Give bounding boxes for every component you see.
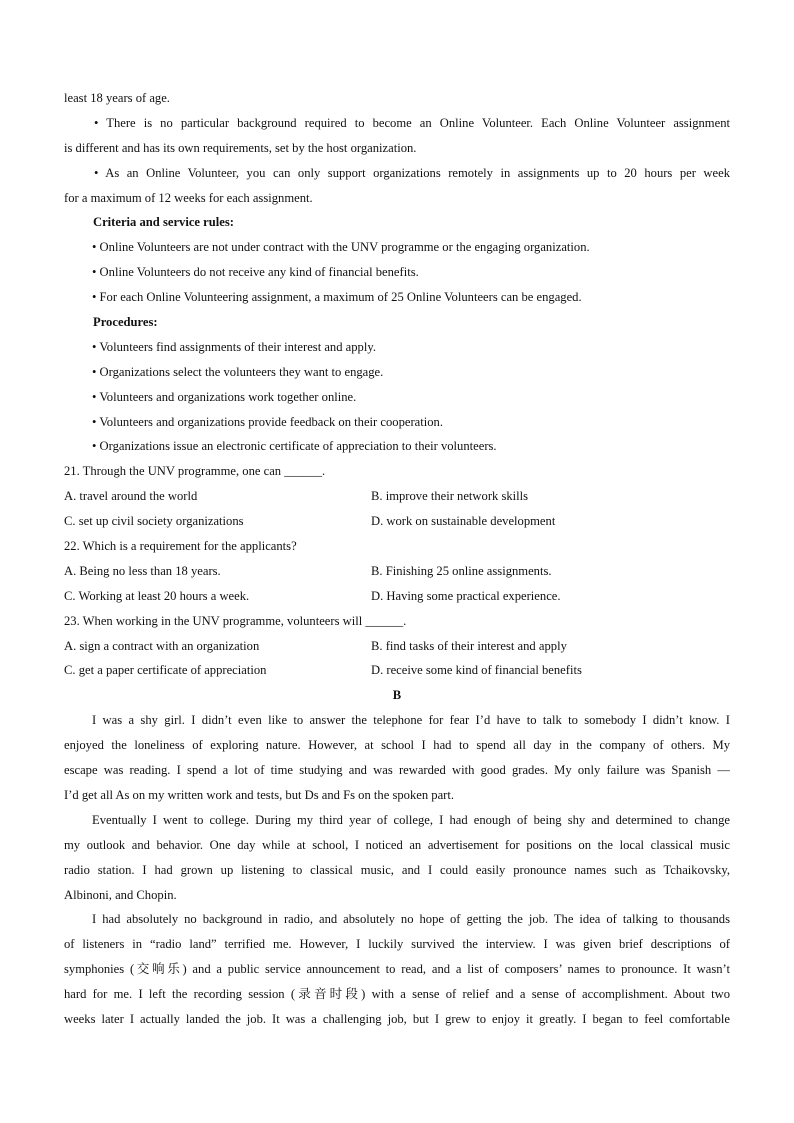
section-b-heading: B (392, 688, 402, 703)
passage-line: hard for me. I left the recording session (录音时段) with a sense of relief and a sense of accomplishment. About two (64, 987, 730, 1002)
option-d: D. work on sustainable development (371, 514, 556, 529)
intro-bullet-background: • There is no particular background required to become an Online Volunteer. Each Online Volunteer assignment (94, 115, 730, 130)
passage-line: Albinoni, and Chopin. (64, 887, 177, 902)
option-b: B. Finishing 25 online assignments. (371, 563, 552, 578)
passage-line: symphonies (交响乐) and a public service announcement to read, and a list of composers’ names to pronounce. It wasn’t (64, 962, 730, 977)
question-21-stem: 21. Through the UNV programme, one can ______. (64, 464, 326, 479)
procedures-item: • Volunteers and organizations provide feedback on their cooperation. (92, 414, 443, 429)
passage-line: escape was reading. I spend a lot of time studying and was rewarded with good grades. My only failure was Spanish — (64, 763, 730, 778)
question-21-options-row (64, 509, 730, 534)
question-22-options-row (64, 584, 730, 609)
option-b: B. find tasks of their interest and apply (371, 638, 567, 653)
option-b: B. improve their network skills (371, 489, 529, 504)
procedures-item: • Organizations select the volunteers they want to engage. (92, 364, 384, 379)
question-23-options-row (64, 634, 730, 659)
option-c: C. get a paper certificate of appreciation (64, 663, 267, 678)
option-d: D. receive some kind of financial benefits (371, 663, 582, 678)
criteria-heading: Criteria and service rules: (93, 215, 234, 230)
passage-line: I was a shy girl. I didn’t even like to answer the telephone for fear I’d have to talk to somebody I didn’t know. I (92, 713, 730, 728)
question-22-options-row (64, 559, 730, 584)
procedures-item: • Volunteers and organizations work together online. (92, 389, 357, 404)
passage-line: radio station. I had grown up listening to classical music, and I could easily pronounce names such as Tchaikovsky, (64, 862, 730, 877)
passage-line: I’d get all As on my written work and tests, but Ds and Fs on the spoken part. (64, 787, 455, 802)
option-a: A. travel around the world (64, 489, 198, 504)
option-a: A. Being no less than 18 years. (64, 563, 221, 578)
intro-bullet-hours: • As an Online Volunteer, you can only support organizations remotely in assignments up to 20 hours per week (94, 165, 730, 180)
question-23-stem: 23. When working in the UNV programme, volunteers will ______. (64, 613, 407, 628)
option-c: C. Working at least 20 hours a week. (64, 588, 250, 603)
intro-line: least 18 years of age. (64, 91, 170, 105)
passage-line: of listeners in “radio land” terrified me. However, I luckily survived the interview. I was given brief descriptions of (64, 937, 730, 952)
option-d: D. Having some practical experience. (371, 588, 561, 603)
passage-line: my outlook and behavior. One day while at school, I noticed an advertisement for positions on the local classical music (64, 837, 730, 852)
passage-line: I had absolutely no background in radio, and absolutely no hope of getting the job. The idea of talking to thousands (92, 912, 730, 927)
passage-line: weeks later I actually landed the job. It was a challenging job, but I grew to enjoy it greatly. I began to feel comfortable (64, 1011, 730, 1026)
criteria-item: • Online Volunteers are not under contract with the UNV programme or the engaging organization. (92, 240, 590, 255)
intro-bullet-hours-cont: for a maximum of 12 weeks for each assignment. (64, 190, 313, 205)
procedures-item: • Organizations issue an electronic certificate of appreciation to their volunteers. (92, 439, 497, 454)
intro-bullet-background-cont: is different and has its own requirements, set by the host organization. (64, 140, 417, 155)
passage-line: Eventually I went to college. During my third year of college, I had enough of being shy and determined to change (92, 812, 730, 827)
question-22-stem: 22. Which is a requirement for the applicants? (64, 539, 297, 554)
procedures-item: • Volunteers find assignments of their interest and apply. (92, 339, 376, 354)
criteria-item: • For each Online Volunteering assignment, a maximum of 25 Online Volunteers can be engaged. (92, 290, 582, 305)
procedures-heading: Procedures: (93, 315, 158, 330)
document-page (64, 86, 730, 1032)
option-c: C. set up civil society organizations (64, 514, 244, 529)
question-21-options-row (64, 484, 730, 509)
option-a: A. sign a contract with an organization (64, 638, 260, 653)
passage-line: enjoyed the loneliness of exploring nature. However, at school I had to spend all day in the company of others. My (64, 738, 730, 753)
question-23-options-row (64, 658, 730, 683)
criteria-item: • Online Volunteers do not receive any kind of financial benefits. (92, 265, 419, 280)
